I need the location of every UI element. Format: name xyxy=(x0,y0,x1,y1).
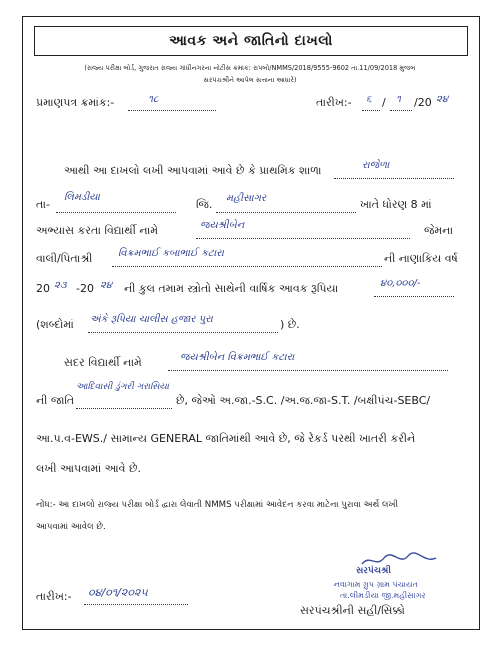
p6-words-line xyxy=(88,332,278,333)
p5-year-a-hw: ૨૩ xyxy=(54,280,67,291)
p1-text: આથી આ દાખલો લખી આપવામાં આવે છે કે પ્રાથમિક શાળા xyxy=(64,164,322,177)
p1-line xyxy=(334,178,454,179)
p5-text: ની કુલ તમામ સ્ત્રોતો સાથેની વાર્ષિક આવક રૂપિયા xyxy=(124,282,339,295)
date-year-suffix: ૨૪ xyxy=(436,94,449,105)
p7-name: જયશ્રીબેન વિક્રમભાઈ કટારા xyxy=(180,352,295,363)
p6-words: અંકે રૂપિયા ચાલીસ હજાર પુરા xyxy=(90,314,213,325)
subtitle-line-2: સરપંચશ્રીને આપેલ સત્તાના આધારે) xyxy=(203,76,297,84)
note-line-2: આપવામાં આવેલ છે. xyxy=(36,522,106,532)
p5-year-a: 20 xyxy=(36,282,50,295)
certificate-subtitle xyxy=(40,62,460,86)
stamp-title: સરપંચશ્રી xyxy=(356,566,391,576)
certificate-title: આવક અને જાતિનો દાખલો xyxy=(34,26,468,56)
p7-name-line xyxy=(168,370,448,371)
cert-no-label: પ્રમાણપત્ર ક્રમાંક:- xyxy=(36,96,115,109)
cert-no-value: ૧૮ xyxy=(148,94,159,105)
p1-school: રાજેળા xyxy=(362,160,390,171)
p8-caste: આદિવાસી ડુંગરી ગરાસિયા xyxy=(76,382,169,392)
p3-text-after: જેમના xyxy=(424,224,454,237)
footer-date-line xyxy=(84,604,188,605)
p5-year-b-hw: ૨૪ xyxy=(100,280,113,291)
subtitle-line-1: (રાજ્ય પરીક્ષા બોર્ડ, ગુજરાત રાજ્ય ગાંધીનગરના નોટીસ ક્રમાંક: રાપબો/NMMS/2018/9555-9602 તા.11/09/2018 મુજબ xyxy=(84,64,416,72)
footer-date-label: તારીખ:- xyxy=(36,590,72,603)
p2-district-line xyxy=(216,212,356,213)
p9-text: આ.પ.વ-EWS./ સામાન્ય GENERAL જાતિમાંથી આવે છે, જે રેકર્ડ પરથી ખાતરી કરીને xyxy=(36,432,416,445)
date-day: ૬ xyxy=(366,94,372,105)
date-year-prefix: /20 xyxy=(414,96,432,109)
p4-text-after: ની નાણાકિય વર્ષ xyxy=(384,252,458,265)
p4-guardian: વિક્રમભાઈ કબાભાઈ કટારા xyxy=(118,248,224,259)
p4-label: વાલી/પિતાશ્રી xyxy=(36,252,93,265)
p2-ji-label: જિ. xyxy=(196,198,213,211)
p8-label: ની જાતિ xyxy=(36,394,75,407)
p2-ta-label: તા- xyxy=(36,198,50,211)
footer-date-value: ૦૪/૦૧/૨૦૨૫ xyxy=(88,586,148,599)
date-month: ૧ xyxy=(396,94,401,105)
p6-end: ) છે. xyxy=(280,318,300,331)
cert-no-line xyxy=(128,110,216,111)
p8-text: છે, જેઓ અ.જા.-S.C. /અ.જ.જા-S.T. /બક્ષીપંચ-SEBC/ xyxy=(176,394,431,407)
stamp-line-2: નવાગામ ગ્રુપ ગ્રામ પંચાયત xyxy=(334,580,418,589)
p3-text: અભ્યાસ કરતા વિદ્યાર્થી નામે xyxy=(36,224,159,237)
p2-taluka: લિમડીયા xyxy=(64,192,100,203)
note-line-1: નોંધ:- આ દાખલો રાજ્ય પરીક્ષા બોર્ડ દ્વારા લેવાતી NMMS પરીક્ષામાં આવેદન કરવા માટેના પુરાવા અર્થે લખી xyxy=(36,500,399,510)
footer-sign-label: સરપંચશ્રીની સહી/સિક્કો xyxy=(300,604,405,617)
stamp-line-3: તા.લીમડીયા જી.મહીસાગર xyxy=(340,591,426,600)
p10-text: લખી આપવામાં આવે છે. xyxy=(36,462,141,475)
p5-amount-line xyxy=(374,296,454,297)
p4-guardian-line xyxy=(112,266,382,267)
p3-name-line xyxy=(196,238,410,239)
p2-text-after: ખાતે ધોરણ 8 માં xyxy=(360,198,432,211)
p8-caste-line xyxy=(76,408,172,409)
date-month-line xyxy=(390,110,412,111)
date-label: તારીખ:- xyxy=(316,96,352,109)
p2-taluka-line xyxy=(56,212,176,213)
p5-dash: -20 xyxy=(76,282,94,295)
date-sep-1: / xyxy=(382,96,386,109)
p5-amount: ૪૦,૦૦૦/- xyxy=(380,278,421,289)
p6-label: (શબ્દોમાં xyxy=(36,318,74,331)
date-day-line xyxy=(362,110,380,111)
p3-name: જયશ્રીબેન xyxy=(200,220,245,231)
p2-district: મહીસાગર xyxy=(226,193,267,204)
p7-text: સદર વિદ્યાર્થી નામે xyxy=(64,356,142,369)
